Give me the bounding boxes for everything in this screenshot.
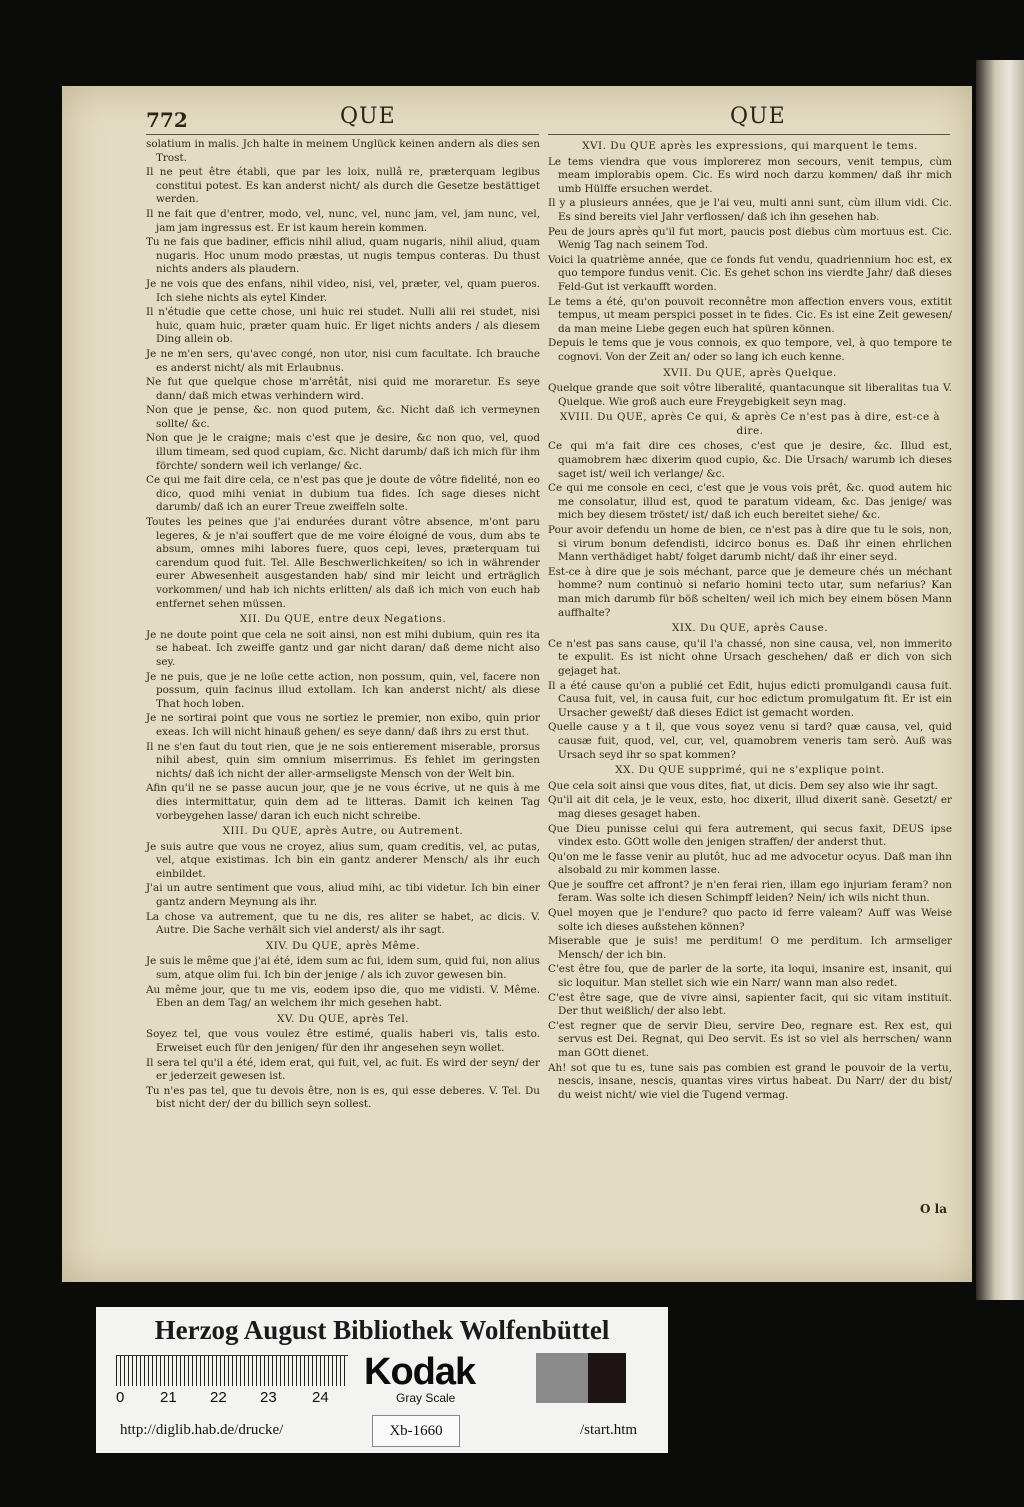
url-left: http://diglib.hab.de/drucke/ xyxy=(120,1422,284,1438)
entry-paragraph: Il ne peut être établi, que par les loix, nullâ re, præterquam legibus constitui potest. Es kan anderst nicht/ als durch die Gesetze bestättiget werden. xyxy=(146,166,540,206)
entry-paragraph: La chose va autrement, que tu ne dis, res aliter se habet, ac dicis. V. Autre. Die Sache verhält sich viel anderst/ als ihr sagt. xyxy=(146,910,540,937)
entry-paragraph: Miserable que je suis! me perditum! O me perditum. Ich armseliger Mensch/ der ich bin. xyxy=(548,935,952,961)
entry-paragraph: Il y a plusieurs années, que je l'ai veu, multi anni sunt, cùm illum vidi. Cic. Es sind bereits viel Jahr verflossen/ daß ich ihn gesehen hab. xyxy=(548,197,952,223)
entry-paragraph: Est-ce à dire que je sois méchant, parce que je demeure chés un méchant homme? num continuò si nefario homini tecto utar, sum nefarius? Kan man mich darumb für böß schelten/ weil ich mich bey einem bösen Mann auffhalte? xyxy=(548,565,952,619)
entry-paragraph: Ce qui m'a fait dire ces choses, c'est que je desire, &c. Illud est, quamobrem hæc dixerim quod cupio, &c. Die Ursach/ warumb ich dieses saget ist/ weil ich verlange/ &c. xyxy=(548,440,952,480)
gray-scale-label: Gray Scale xyxy=(396,1391,456,1405)
ruler-label: 24 xyxy=(312,1389,329,1406)
entry-paragraph: Quelle cause y a t il, que vous soyez venu si tard? quæ causa, vel, quid causæ fuit, quod, vel, cur, vel, quamobrem veneris tam serò. Auß was Ursach seyd ihr so spat kommen? xyxy=(548,721,952,761)
gray-swatch-dark xyxy=(588,1353,626,1403)
section-heading: XV. Du QUE, après Tel. xyxy=(277,1012,409,1025)
entry-paragraph: Le tems viendra que vous implorerez mon secours, venit tempus, cùm meam implorabis opem. Cic. Es wird noch darzu kommen/ daß ihr mich umb Hülffe ersuchen werdet. xyxy=(548,155,952,195)
entry-paragraph: Ce qui me fait dire cela, ce n'est pas que je doute de vôtre fidelité, non eo dico, quod mihi veniat in dubium tua fides. Ich sage dieses nicht darumb/ daß ich an eurer Treue zweiffeln solte. xyxy=(146,474,540,514)
section-heading: XX. Du QUE supprimé, qui ne s'explique point. xyxy=(615,764,885,777)
entry-paragraph: C'est être fou, que de parler de la sorte, ita loqui, insanire est, insanit, qui sic loquitur. Man stellet sich wie ein Narr/ wann man also redet. xyxy=(548,963,952,990)
section-heading: XVIII. Du QUE, après Ce qui, & après Ce n'est pas à dire, est-ce à dire. xyxy=(559,411,941,437)
entry-paragraph: Non que je pense, &c. non quod putem, &c. Nicht daß ich vermeynen sollte/ &c. xyxy=(146,404,540,430)
section-heading: XVII. Du QUE, après Quelque. xyxy=(663,366,837,379)
entry-paragraph: Je suis autre que vous ne croyez, alius sum, quam creditis, vel, ac putas, vel, atque existimas. Ich bin ein gantz anderer Mensch/ als ihr euch einbildet. xyxy=(146,840,540,880)
entry-paragraph: Je ne puis, que je ne loüe cette action, non possum, quin, vel, facere non possum, quin facinus illud extollam. Ich kan anderst nicht/ als diese That hoch loben. xyxy=(146,670,540,710)
header-rule-right xyxy=(548,134,950,135)
entry-paragraph: Tu ne fais que badiner, efficis nihil aliud, quam nugaris, nihil aliud, quam nugaris. Hoc unum modo præstas, ut nugis tempus conteras. Du thust nichts anders als plaudern. xyxy=(146,236,540,276)
catchword: O la xyxy=(920,1202,947,1216)
scale-ruler xyxy=(116,1355,348,1386)
library-color-card xyxy=(96,1307,668,1453)
entry-paragraph: Ce qui me console en ceci, c'est que je vous vois prêt, &c. quod autem hic me consolatur, illud est, quod te paratum videam, &c. Das jenige/ was mich bey diesem tröstet/ ist/ daß ich euch bereitet siehe/ &c. xyxy=(548,482,952,522)
entry-paragraph: Je suis le même que j'ai été, idem sum ac fui, idem sum, quid fui, non alius sum, atque olim fui. Ich bin der jenige / als ich zuvor gewesen bin. xyxy=(146,955,540,982)
entry-paragraph: Voici la quatrième année, que ce fonds fut vendu, quadriennium hoc est, ex quo tempore fundus venit. Cic. Es gehet schon ins vierdte Jahr/ daß dieses Feld-Gut ist verkaufft worden. xyxy=(548,253,952,293)
entry-paragraph: Il a été cause qu'on a publié cet Edit, hujus edicti promulgandi causa fuit. Causa fuit, vel, in causa fuit, cur hoc edictum promulgatum fit. Er ist ein Ursacher geweßt/ daß dieses Edict ist gemacht worden. xyxy=(548,679,952,719)
section-heading: XIX. Du QUE, après Cause. xyxy=(671,622,828,635)
entry-paragraph: Ah! sot que tu es, tune sais pas combien est grand le pouvoir de la vertu, nescis, insane, nescis, quantas vires virtus habeat. Du Narr/ der du bist/ du weist nicht/ wie viel die Tugend vermag. xyxy=(548,1061,952,1101)
page-number: 772 xyxy=(146,108,188,132)
entry-paragraph: Il ne fait que d'entrer, modo, vel, nunc, vel, nunc jam, vel, jam nunc, vel, jam jam ingressus est. Er ist kaum herein kommen. xyxy=(146,207,540,234)
ruler-label: 21 xyxy=(160,1389,177,1406)
entry-paragraph: Depuis le tems que je vous connois, ex quo tempore, vel, à quo tempore te cognovi. Von der Zeit an/ oder so lang ich euch kenne. xyxy=(548,337,952,363)
entry-paragraph: Peu de jours après qu'il fut mort, paucis post diebus cùm mortuus est. Cic. Wenig Tag nach seinem Tod. xyxy=(548,225,952,252)
entry-paragraph: Je ne vois que des enfans, nihil video, nisi, vel, præter, vel, quam pueros. Ich siehe nichts als eytel Kinder. xyxy=(146,277,540,304)
entry-paragraph: Quelque grande que soit vôtre liberalité, quantacunque sit liberalitas tua V. Quelque. Wie groß auch eure Freygebigkeit seyn mag. xyxy=(548,382,952,408)
entry-paragraph: solatium in malis. Jch halte in meinem Unglück keinen andern als dies sen Trost. xyxy=(146,138,540,164)
entry-paragraph: Que je souffre cet affront? je n'en ferai rien, illam ego injuriam feram? non feram. Was solte ich diesen Schimpff leiden? Nein/ ich wils nicht thun. xyxy=(548,878,952,905)
header-rule-left xyxy=(146,134,539,135)
running-head-right: QUE xyxy=(730,104,786,129)
running-head-left: QUE xyxy=(340,104,396,129)
entry-paragraph: Il ne s'en faut du tout rien, que je ne sois entierement miserable, prorsus nihil abest, quin sim omnium miserrimus. Es fehlet im geringsten nichts/ daß ich nicht der aller-armseligste Mensch von der Welt bin. xyxy=(146,740,540,780)
entry-paragraph: Afin qu'il ne se passe aucun jour, que je ne vous écrive, ut ne quis à me dies intermittatur, quin dem ad te litteras. Damit ich keinen Tag vorbeygehen lasse/ daran ich euch nicht schreibe. xyxy=(146,782,540,822)
signature-box: Xb-1660 xyxy=(372,1415,460,1447)
entry-paragraph: C'est être sage, que de vivre ainsi, sapienter facit, qui sic vitam instituit. Der thut weißlich/ der also lebt. xyxy=(548,991,952,1018)
ruler-labels xyxy=(116,1389,348,1407)
entry-paragraph: Au même jour, que tu me vis, eodem ipso die, quo me vidisti. V. Même. Eben an dem Tag/ an welchem ihr mich gesehen habt. xyxy=(146,983,540,1010)
kodak-logo: Kodak xyxy=(364,1351,476,1393)
section-heading: XII. Du QUE, entre deux Negations. xyxy=(239,613,447,626)
ruler-label: 0 xyxy=(116,1389,125,1406)
book-page xyxy=(62,86,972,1282)
left-text-column xyxy=(146,138,540,1113)
entry-paragraph: Soyez tel, que vous voulez être estimé, qualis haberi vis, talis esto. Erweiset euch für den jenigen/ für den ihr angesehen seyn wollet. xyxy=(146,1028,540,1054)
entry-paragraph: Je ne m'en sers, qu'avec congé, non utor, nisi cum facultate. Ich brauche es anderst nicht/ als mit Erlaubnus. xyxy=(146,347,540,374)
ruler-label: 23 xyxy=(260,1389,277,1406)
ruler-label: 22 xyxy=(210,1389,227,1406)
entry-paragraph: Il n'étudie que cette chose, uni huic rei studet. Nulli alii rei studet, nisi huic, quam huic, præter quam huic. Er liget nichts anders / als diesem Ding allein ob. xyxy=(146,306,540,346)
url-right: /start.htm xyxy=(580,1422,638,1438)
entry-paragraph: Que cela soit ainsi que vous dites, fiat, ut dicis. Dem sey also wie ihr sagt. xyxy=(548,779,938,792)
section-heading: XIII. Du QUE, après Autre, ou Autrement. xyxy=(222,825,464,838)
section-heading: XVI. Du QUE après les expressions, qui marquent le tems. xyxy=(582,140,918,152)
library-name: Herzog August Bibliothek Wolfenbüttel xyxy=(154,1315,610,1345)
entry-paragraph: Qu'il ait dit cela, je le veux, esto, hoc dixerit, illud dixerit sanè. Gesetzt/ er mag dieses gesaget haben. xyxy=(548,794,952,820)
entry-paragraph: Non que je le craigne; mais c'est que je desire, &c non quo, vel, quod illum timeam, sed quod cupiam, &c. Nicht darumb/ daß ich mich für ihm förchte/ sondern weil ich verlange/ &c. xyxy=(146,432,540,472)
entry-paragraph: Tu n'es pas tel, que tu devois être, non is es, qui esse deberes. V. Tel. Du bist nicht der/ der du billich seyn sollest. xyxy=(146,1084,540,1111)
entry-paragraph: Toutes les peines que j'ai endurées durant vôtre absence, m'ont paru legeres, & je n'ai souffert que de me voire éloigné de vous, dum abs te absum, omnes mihi labores fuere, quos cepi, leves, præterquam tui carendum quod fuit. Tel. Alle Beschwerlichkeiten/ so ich in währender eurer Abwesenheit ausgestanden hab/ sind mir leicht und erträglich vorkommen/ und hab ich nichts erlitten/ als daß ich mich von euch hab entfernet sehen müssen. xyxy=(146,516,540,610)
entry-paragraph: C'est regner que de servir Dieu, servire Deo, regnare est. Rex est, qui servus est Dei. Regnat, qui Deo servit. Es ist so viel als herrschen/ wann man GOtt dienet. xyxy=(548,1019,952,1059)
gray-swatch-mid xyxy=(536,1353,588,1403)
entry-paragraph: Ne fut que quelque chose m'arrêtât, nisi quid me moraretur. Es seye dann/ daß mich etwas verhindern wird. xyxy=(146,376,540,402)
entry-paragraph: Ce n'est pas sans cause, qu'il l'a chassé, non sine causa, vel, non immerito te expulit. Es ist nicht ohne Ursach geschehen/ daß er dich von sich gejaget hat. xyxy=(548,637,952,677)
entry-paragraph: Je ne sortirai point que vous ne sortiez le premier, non exibo, quin prior exeas. Ich will nicht hinauß gehen/ es seye dann/ daß ihrs zu erst thut. xyxy=(146,712,540,738)
entry-paragraph: Que Dieu punisse celui qui fera autrement, qui secus faxit, DEUS ipse vindex esto. GOtt wolle den jenigen straffen/ der anderst thut. xyxy=(548,822,952,849)
entry-paragraph: Il sera tel qu'il a été, idem erat, qui fuit, vel, ac fuit. Es wird der seyn/ der er jederzeit gewesen ist. xyxy=(146,1056,540,1083)
entry-paragraph: Pour avoir defendu un home de bien, ce n'est pas à dire que tu le sois, non, si virum bonum defendisti, idcirco bonus es. Daß ihr einen ehrlichen Mann verthädiget habt/ folget darumb nicht/ daß ihr einer seyd. xyxy=(548,524,952,564)
entry-paragraph: Je ne doute point que cela ne soit ainsi, non est mihi dubium, quin res ita se habeat. Ich zweiffe gantz und gar nicht daran/ daß deme nicht also sey. xyxy=(146,628,540,668)
entry-paragraph: Le tems a été, qu'on pouvoit reconnêtre mon affection envers vous, extitit tempus, ut meam perspici posset in te fides. Cic. Es ist eine Zeit gewesen/ da man meine Liebe gegen euch hat spüren können. xyxy=(548,295,952,335)
entry-paragraph: Qu'on me le fasse venir au plutôt, huc ad me advocetur ocyus. Daß man ihn alsobald zu mir kommen lasse. xyxy=(548,850,952,877)
entry-paragraph: J'ai un autre sentiment que vous, aliud mihi, ac tibi videtur. Ich bin einer gantz andern Meynung als ihr. xyxy=(146,882,540,909)
entry-paragraph: Quel moyen que je l'endure? quo pacto id ferre valeam? Auff was Weise solte ich dieses außstehen können? xyxy=(548,907,952,933)
right-text-column xyxy=(548,138,952,1103)
section-heading: XIV. Du QUE, après Même. xyxy=(265,939,421,952)
adjacent-page-edge xyxy=(976,60,1024,1300)
